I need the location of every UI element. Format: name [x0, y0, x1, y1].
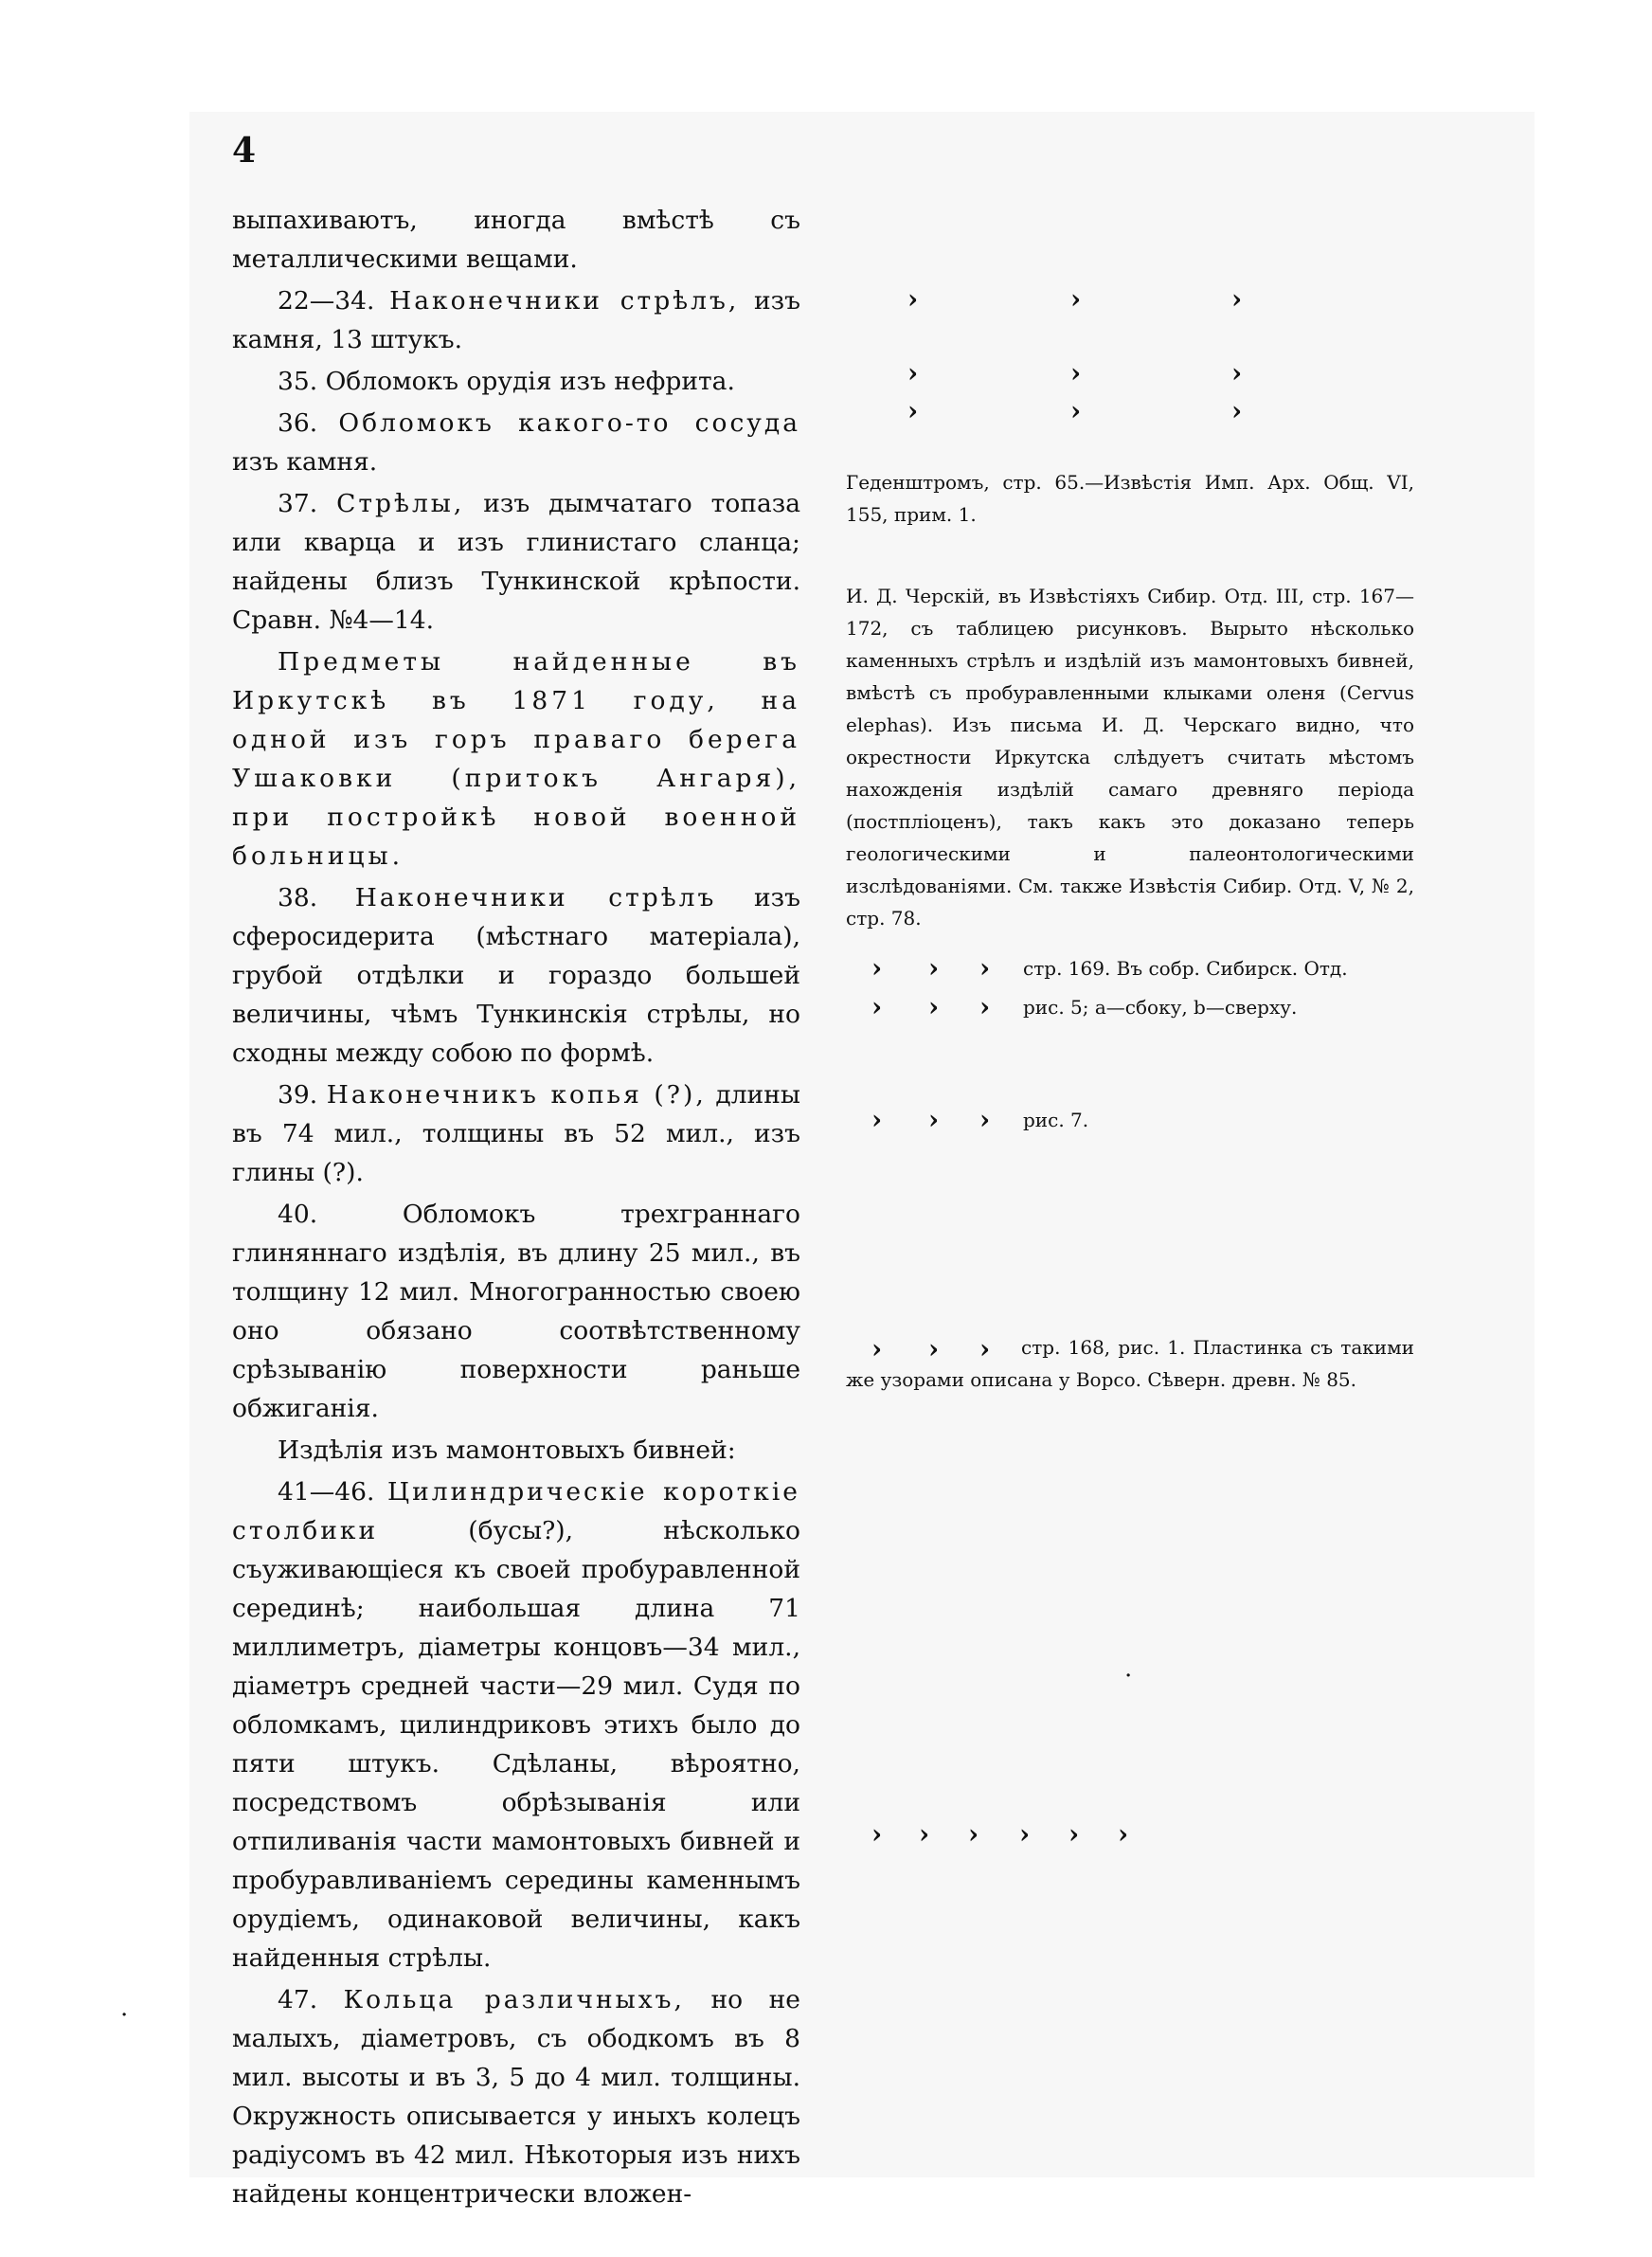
- stray-mark: ·: [121, 2005, 128, 2025]
- entry-35: 35. Обломокъ орудія изъ нефрита.: [278, 367, 735, 396]
- ditto-mark: ›: [1231, 395, 1243, 426]
- ditto-mark: ›: [979, 952, 991, 984]
- ditto-mark: ›: [907, 283, 919, 315]
- ditto-mark: ›: [1068, 1818, 1080, 1850]
- ditto-mark: ›: [928, 1104, 940, 1135]
- entry-39: 39. Наконечникъ копья (?), длины въ 74 мил., толщины въ 52 мил., изъ глины (?).: [232, 1080, 800, 1187]
- entry-38: 38. Наконечники стрѣлъ изъ сферосидерита (мѣстнаго матеріала), грубой отдѣлки и гораздо большей величины, чѣмъ Тункинскія стрѣлы, но сходны между собою по формѣ.: [232, 883, 800, 1068]
- ditto-mark: ›: [1070, 395, 1082, 426]
- ditto-mark: ›: [928, 991, 940, 1022]
- ditto-mark: ›: [871, 991, 883, 1022]
- ditto-mark: ›: [871, 1818, 883, 1850]
- ditto-mark: ›: [1019, 1818, 1031, 1850]
- ditto-mark: ›: [907, 395, 919, 426]
- ditto-mark: ›: [968, 1818, 979, 1850]
- ditto-mark: ›: [979, 991, 991, 1022]
- note-heading-irkutsk: И. Д. Черскій, въ Извѣстіяхъ Сибир. Отд. III, стр. 167—172, съ таблицею рисунковъ. Вырыто нѣсколько каменныхъ стрѣлъ и издѣлій изъ мамонтовыхъ бивней, вмѣстѣ съ пробуравленными клыками оленя (Cervus elephas). Изъ письма И. Д. Черскаго видно, что окрестности Иркутска слѣдуетъ считать мѣстомъ нахожденія издѣлій самаго древняго періода (постпліоценъ), такъ какъ это доказано теперь геологическими и палеонтологическими изслѣдованіями. См. также Извѣстія Сибир. Отд. V, № 2, стр. 78.: [846, 585, 1414, 930]
- ditto-mark: ›: [871, 952, 883, 984]
- ditto-mark: ›: [1070, 357, 1082, 388]
- section-heading: Предметы найденные въ Иркутскѣ въ 1871 году, на одной изъ горъ праваго берега Ушаковки (притокъ Ангаря), при постройкѣ новой военной больницы.: [232, 647, 800, 871]
- ditto-mark: ›: [928, 1333, 940, 1364]
- entry-47: 47. Кольца различныхъ, но не малыхъ, діаметровъ, съ ободкомъ въ 8 мил. высоты и въ 3, 5 до 4 мил. толщины. Окружность описывается у иныхъ колецъ радіусомъ въ 42 мил. Нѣкоторыя изъ нихъ найдены концентрически вложен-: [232, 1985, 800, 2209]
- entry-37: 37. Стрѣлы, изъ дымчатаго топаза или кварца и изъ глинистаго сланца; найдены близъ Тункинской крѣпости. Сравн. №4—14.: [232, 489, 800, 635]
- main-text-column: [232, 201, 800, 2216]
- paragraph-continuation: выпахиваютъ, иногда вмѣстѣ съ металлическими вещами.: [232, 206, 800, 274]
- ditto-mark: ›: [979, 1104, 991, 1135]
- entry-41-46: 41—46. Цилиндрическіе короткіе столбики (бусы?), нѣсколько съуживающіеся къ своей пробуравленной серединѣ; наибольшая длина 71 миллиметръ, діаметры концовъ—34 мил., діаметръ средней части—29 мил. Судя по обломкамъ, цилиндриковъ этихъ было до пяти штукъ. Сдѣланы, вѣроятно, посредствомъ обрѣзыванія или отпиливанія части мамонтовыхъ бивней и пробуравливаніемъ середины каменнымъ орудіемъ, одинаковой величины, какъ найденныя стрѣлы.: [232, 1477, 800, 1973]
- ditto-mark: ›: [871, 1104, 883, 1135]
- ditto-mark: ›: [919, 1818, 930, 1850]
- note-37: Геденштромъ, стр. 65.—Извѣстія Имп. Арх. Общ. VI, 155, прим. 1.: [846, 471, 1414, 526]
- ditto-mark: ›: [871, 1333, 883, 1364]
- stray-mark: ·: [1125, 1666, 1132, 1686]
- ditto-mark: ›: [907, 357, 919, 388]
- ditto-mark: ›: [1231, 283, 1243, 315]
- note-38: стр. 169. Въ собр. Сибирск. Отд.: [1023, 957, 1348, 980]
- note-40: рис. 7.: [1023, 1109, 1089, 1131]
- page-number: 4: [232, 131, 257, 171]
- ditto-mark: ›: [1231, 357, 1243, 388]
- ditto-mark: ›: [928, 952, 940, 984]
- subheading-mammoth: Издѣлія изъ мамонтовыхъ бивней:: [278, 1435, 736, 1465]
- entry-22-34: 22—34. Наконечники стрѣлъ, изъ камня, 13 штукъ.: [232, 286, 800, 354]
- note-41-46: стр. 168, рис. 1. Пластинка съ такими же узорами описана у Ворсо. Сѣверн. древн. № 85.: [846, 1336, 1414, 1391]
- entry-40: 40. Обломокъ трехграннаго глиняннаго издѣлія, въ длину 25 мил., въ толщину 12 мил. Многогранностью своею оно обязано соотвѣтственному срѣзыванію поверхности раньше обжиганія.: [232, 1200, 800, 1423]
- entry-36: 36. Обломокъ какого-то сосуда изъ камня.: [232, 408, 800, 477]
- ditto-mark: ›: [979, 1333, 991, 1364]
- ditto-mark: ›: [1070, 283, 1082, 315]
- ditto-mark: ›: [1118, 1818, 1129, 1850]
- note-39: рис. 5; a—сбоку, b—сверху.: [1023, 996, 1298, 1019]
